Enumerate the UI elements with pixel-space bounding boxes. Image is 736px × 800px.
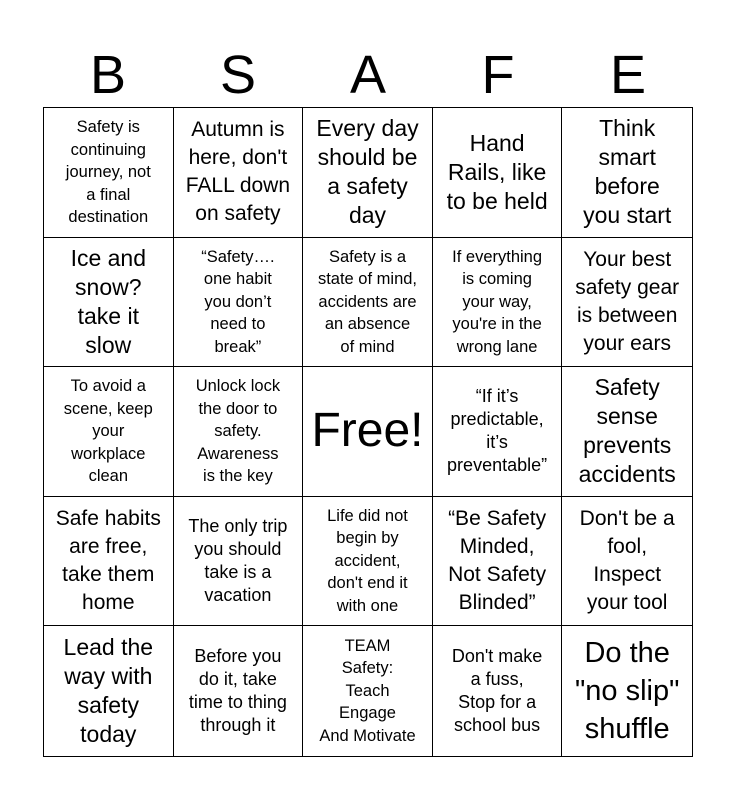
- bingo-card-grid: [43, 107, 693, 757]
- bingo-cell[interactable]: Don't make a fuss, Stop for a school bus: [433, 626, 563, 756]
- bingo-cell[interactable]: The only trip you should take is a vacation: [174, 497, 304, 627]
- bingo-cell[interactable]: Every day should be a safety day: [303, 108, 433, 238]
- bingo-cell[interactable]: Don't be a fool, Inspect your tool: [562, 497, 692, 627]
- header-letter-b: B: [89, 45, 127, 105]
- bingo-cell[interactable]: TEAM Safety: Teach Engage And Motivate: [303, 626, 433, 756]
- bingo-cell[interactable]: “Safety…. one habit you don’t need to break”: [174, 238, 304, 368]
- free-space-cell[interactable]: Free!: [303, 367, 433, 497]
- bingo-cell[interactable]: Safe habits are free, take them home: [44, 497, 174, 627]
- bingo-cell[interactable]: “Be Safety Minded, Not Safety Blinded”: [433, 497, 563, 627]
- header-letter-s: S: [219, 45, 257, 105]
- bingo-cell[interactable]: Life did not begin by accident, don't end it with one: [303, 497, 433, 627]
- bingo-cell[interactable]: “If it’s predictable, it’s preventable”: [433, 367, 563, 497]
- bingo-cell[interactable]: Ice and snow? take it slow: [44, 238, 174, 368]
- bingo-cell[interactable]: Safety sense prevents accidents: [562, 367, 692, 497]
- bingo-cell[interactable]: Before you do it, take time to thing through it: [174, 626, 304, 756]
- bingo-cell[interactable]: Lead the way with safety today: [44, 626, 174, 756]
- header-letter-f: F: [481, 45, 515, 105]
- bingo-cell[interactable]: Safety is a state of mind, accidents are an absence of mind: [303, 238, 433, 368]
- bingo-cell[interactable]: Safety is continuing journey, not a final destination: [44, 108, 174, 238]
- bingo-header: [43, 42, 693, 108]
- bingo-cell[interactable]: If everything is coming your way, you're in the wrong lane: [433, 238, 563, 368]
- bingo-cell[interactable]: Your best safety gear is between your ears: [562, 238, 692, 368]
- bingo-cell[interactable]: Think smart before you start: [562, 108, 692, 238]
- header-letter-a: A: [349, 45, 387, 105]
- bingo-cell[interactable]: Autumn is here, don't FALL down on safety: [174, 108, 304, 238]
- header-letter-e: E: [609, 45, 647, 105]
- bingo-cell[interactable]: Unlock lock the door to safety. Awareness is the key: [174, 367, 304, 497]
- bingo-cell[interactable]: To avoid a scene, keep your workplace clean: [44, 367, 174, 497]
- bingo-cell[interactable]: Hand Rails, like to be held: [433, 108, 563, 238]
- bingo-cell[interactable]: Do the "no slip" shuffle: [574, 637, 680, 746]
